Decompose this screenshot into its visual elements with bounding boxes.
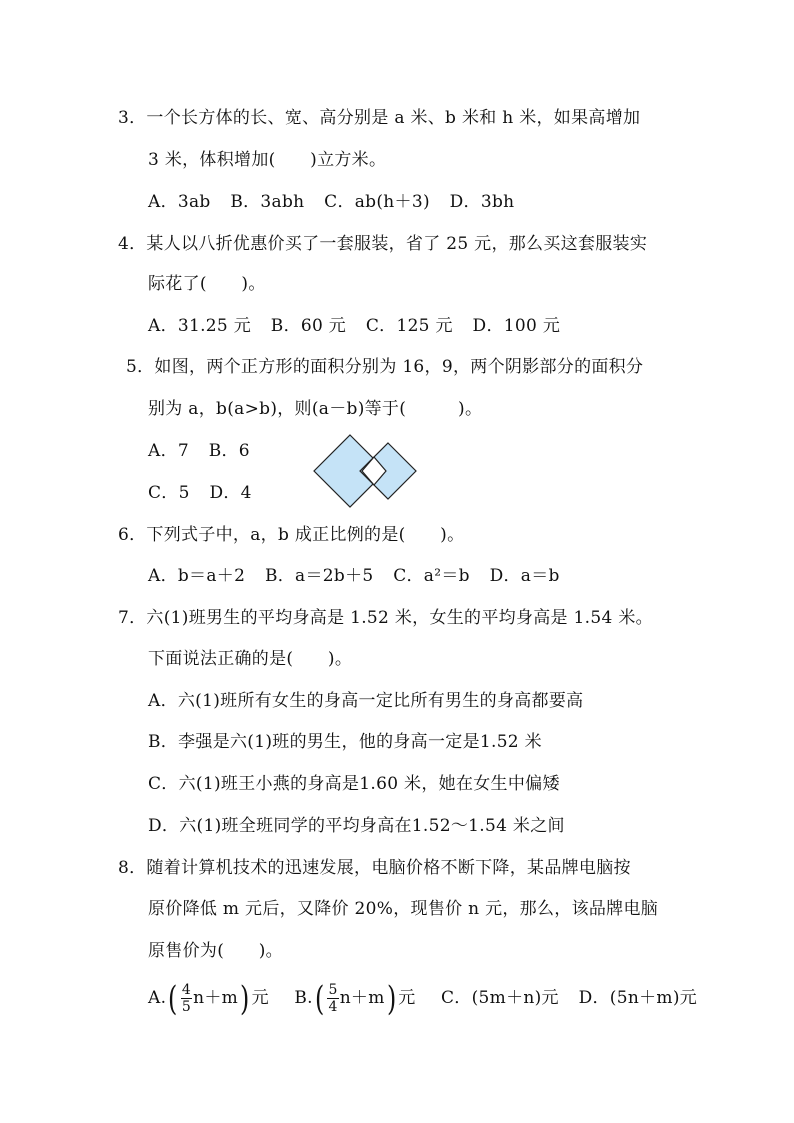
q5-option-c: C．5 [148, 483, 190, 503]
q8-option-d: D．(5n＋m)元 [578, 988, 698, 1008]
q3-option-b: B．3abh [230, 192, 305, 212]
q7-option-d: D．六(1)班全班同学的平均身高在1.52～1.54 米之间 [148, 816, 565, 836]
q8-option-a-paren-close: ) [240, 978, 250, 1019]
q8-option-a [148, 978, 275, 1019]
q8-option-a-fraction [181, 982, 192, 1015]
q8-option-b-numerator: 5 [328, 982, 338, 998]
q8-option-a-denominator: 5 [181, 999, 192, 1015]
q3-line1: 3．一个长方体的长、宽、高分别是 a 米、b 米和 h 米，如果高增加 [118, 108, 641, 128]
q5-line2: 别为 a，b(a>b)，则(a－b)等于( )。 [148, 399, 483, 419]
q8-option-b-rest: n＋m [339, 988, 385, 1008]
q5-option-a: A．7 [148, 441, 189, 461]
q8-option-b-fraction [327, 982, 338, 1015]
q5-option-b: B．6 [208, 441, 250, 461]
q8-option-a-rest: n＋m [193, 988, 239, 1008]
q3-option-d: D．3bh [449, 192, 515, 212]
q8-options [148, 978, 697, 1018]
q4-option-c: C．125 元 [365, 316, 453, 336]
q6-option-a: A．b＝a＋2 [148, 566, 246, 586]
q8-option-c: C．(5m＋n)元 [441, 988, 559, 1008]
q3-options [148, 190, 514, 214]
q4-option-b: B．60 元 [270, 316, 347, 336]
q8-line2: 原价降低 m 元后，又降价 20%，现售价 n 元，那么，该品牌电脑 [148, 899, 659, 919]
q6-line1: 6．下列式子中，a，b 成正比例的是( )。 [118, 525, 465, 545]
q4-line1: 4．某人以八折优惠价买了一套服装，省了 25 元，那么买这套服装实 [118, 234, 648, 254]
q8-option-b-unit: 元 [398, 988, 416, 1008]
q6-option-c: C．a²＝b [393, 566, 470, 586]
q6-option-b: B．a＝2b＋5 [264, 566, 374, 586]
q7-option-a: A．六(1)班所有女生的身高一定比所有男生的身高都要高 [148, 691, 584, 711]
q7-option-b: B．李强是六(1)班的男生，他的身高一定是1.52 米 [148, 732, 542, 752]
q4-option-a: A．31.25 元 [148, 316, 252, 336]
q8-option-b-paren-close: ) [386, 978, 397, 1019]
q8-line3: 原售价为( )。 [148, 941, 283, 961]
q7-line1: 7．六(1)班男生的平均身高是 1.52 米，女生的平均身高是 1.54 米。 [118, 608, 653, 628]
q8-line1: 8．随着计算机技术的迅速发展，电脑价格不断下降，某品牌电脑按 [118, 858, 631, 878]
q7-option-c: C．六(1)班王小燕的身高是1.60 米，她在女生中偏矮 [148, 774, 560, 794]
q7-line2: 下面说法正确的是( )。 [148, 649, 353, 669]
q8-option-b [294, 978, 421, 1019]
q5-option-d: D．4 [209, 483, 252, 503]
q6-option-d: D．a＝b [489, 566, 560, 586]
overlapping-squares-figure [312, 433, 420, 511]
q3-option-c: C．ab(h＋3) [324, 192, 430, 212]
q3-line2: 3 米，体积增加( )立方米。 [148, 150, 387, 170]
q4-line2: 际花了( )。 [148, 274, 266, 294]
q4-options [148, 314, 560, 338]
q8-option-b-paren-open: ( [314, 978, 325, 1019]
q8-option-b-denominator: 4 [328, 999, 338, 1015]
q8-option-a-numerator: 4 [181, 982, 192, 998]
q3-option-a: A．3ab [148, 192, 211, 212]
q8-option-a-prefix: A. [148, 988, 167, 1008]
q4-option-d: D．100 元 [472, 316, 561, 336]
q6-options [148, 564, 560, 588]
q5-options-row2 [148, 481, 252, 505]
q5-options-row1 [148, 439, 250, 463]
q5-line1: 5．如图，两个正方形的面积分别为 16，9，两个阴影部分的面积分 [126, 357, 644, 377]
q8-option-b-prefix: B. [294, 988, 313, 1008]
q8-option-a-unit: 元 [251, 988, 269, 1008]
q8-option-a-paren-open: ( [168, 978, 178, 1019]
